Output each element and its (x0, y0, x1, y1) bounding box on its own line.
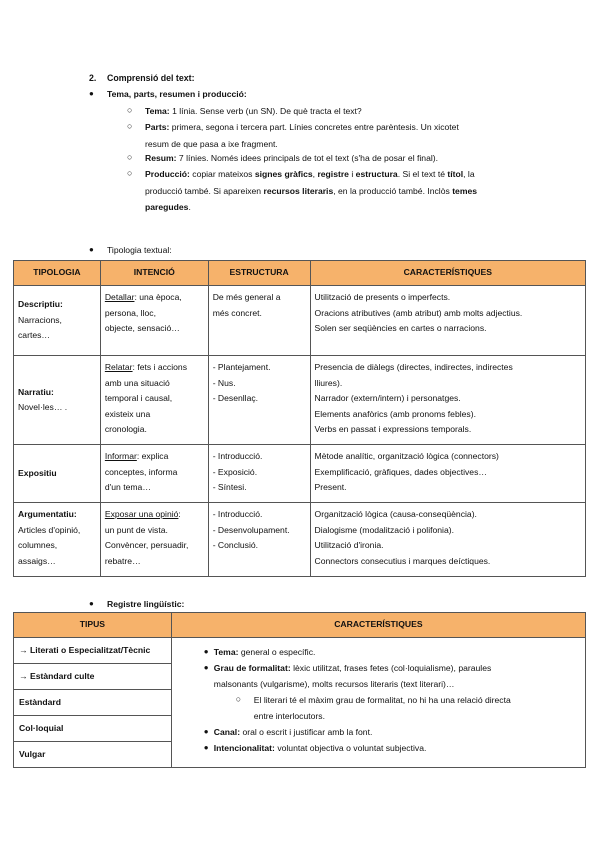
table-row (14, 445, 586, 503)
bullet-icon: ● (203, 727, 209, 736)
tipologia-table (13, 260, 586, 577)
circle-bullet-icon: ○ (127, 121, 133, 131)
bullet-icon: ● (89, 89, 94, 98)
list-subitem: ○ El literari té el màxim grau de formalitat, no hi ha una relació directa entre interlocutors. (178, 692, 579, 724)
bullet-icon: ● (203, 743, 209, 752)
list-item: ● Tema: general o específic. (178, 644, 579, 660)
tipus-cell: → Estàndard culte (14, 664, 172, 690)
table-row (14, 638, 586, 664)
registre-caracteristiques-cell (171, 638, 585, 768)
intencio-cell: Relatar: fets i accions amb una situació temporal i causal, existeix una cronologia. (100, 356, 208, 445)
estructura-cell: - Introducció. - Desenvolupament. - Conclusió. (208, 503, 310, 577)
circle-bullet-icon: ○ (235, 694, 242, 704)
estructura-cell: - Introducció. - Exposició. - Síntesi. (208, 445, 310, 503)
list-item: ● Canal: oral o escrit i justificar amb la font. (178, 724, 579, 740)
table-row (14, 286, 586, 356)
bullet-registre: ● Registre lingüístic: (107, 596, 184, 613)
bullet-tipologia: ● Tipologia textual: (107, 242, 172, 259)
tipologia-cell: Narratiu: Novel·les… . (14, 356, 101, 445)
tipus-cell: Col·loquial (14, 716, 172, 742)
item-resum: ○ Resum: 7 línies. Només idees principals de tot el text (s'ha de posar el final). (145, 150, 438, 167)
header-estructura: ESTRUCTURA (208, 261, 310, 286)
estructura-cell: De més general a més concret. (208, 286, 310, 356)
list-item: ● Grau de formalitat: lèxic utilitzat, frases fetes (col·loquialisme), paraules malsonants (vulgarisme), molts recursos literaris (text literari)… (178, 660, 579, 692)
circle-bullet-icon: ○ (127, 105, 133, 115)
item-produccio: ○ Producció: copiar mateixos signes gràfics, registre i estructura. Si el text té títol, la producció també. Si apareixen recursos literaris, en la producció també. Inclòs temes paregudes. (145, 166, 535, 216)
bullet-icon: ● (89, 245, 94, 254)
list-item: ● Intencionalitat: voluntat objectiva o voluntat subjectiva. (178, 740, 579, 756)
table-header-row (14, 261, 586, 286)
header-caracteristiques: CARACTERÍSTIQUES (171, 613, 585, 638)
item-parts: ○ Parts: primera, segona i tercera part. Línies concretes entre parèntesis. Un xicotet resum de que pasa a ixe fragment. (145, 119, 459, 152)
intencio-cell: Informar: explica conceptes, informa d'un tema… (100, 445, 208, 503)
registre-table (13, 612, 586, 768)
section-heading (89, 73, 195, 83)
tipologia-cell: Descriptiu: Narracions, cartes… (14, 286, 101, 356)
section-title: Comprensió del text: (107, 73, 195, 83)
circle-bullet-icon: ○ (127, 168, 133, 178)
intencio-cell: Exposar una opinió: un punt de vista. Convèncer, persuadir, rebatre… (100, 503, 208, 577)
table-row (14, 356, 586, 445)
caracteristiques-cell: Utilització de presents o imperfects. Oracions atributives (amb atribut) amb molts adjectius. Solen ser seqüències en cartes o narracions. (310, 286, 585, 356)
section-number: 2. (89, 73, 97, 83)
caracteristiques-cell: Mètode analític, organització lògica (connectors) Exemplificació, gràfiques, dades objectives… Present. (310, 445, 585, 503)
bullet-tema-parts: ● Tema, parts, resumen i producció: (107, 86, 247, 103)
table-header-row (14, 613, 586, 638)
tipus-cell: → Literati o Especialitzat/Tècnic (14, 638, 172, 664)
circle-bullet-icon: ○ (127, 152, 133, 162)
header-tipologia: TIPOLOGIA (14, 261, 101, 286)
item-tema: ○ Tema: 1 línia. Sense verb (un SN). De què tracta el text? (145, 103, 362, 120)
tipus-cell: Estàndard (14, 690, 172, 716)
intencio-cell: Detallar: una època, persona, lloc, objecte, sensació… (100, 286, 208, 356)
tipus-cell: Vulgar (14, 742, 172, 768)
bullet-icon: ● (203, 647, 209, 656)
table-row (14, 503, 586, 577)
tipologia-cell: Argumentatiu: Articles d'opinió, columnes, assaigs… (14, 503, 101, 577)
caracteristiques-cell: Organització lògica (causa-conseqüència). Dialogisme (modalització i polifonia). Utilització d'ironia. Connectors consecutius i marques deíctiques. (310, 503, 585, 577)
caracteristiques-cell: Presencia de diàlegs (directes, indirectes, indirectes lliures). Narrador (extern/intern) i personatges. Elements anafòrics (amb pronoms febles). Verbs en passat i expressions temporals. (310, 356, 585, 445)
header-tipus: TIPUS (14, 613, 172, 638)
estructura-cell: - Plantejament. - Nus. - Desenllaç. (208, 356, 310, 445)
header-caracteristiques: CARACTERÍSTIQUES (310, 261, 585, 286)
bullet-icon: ● (89, 599, 94, 608)
tipologia-cell: Expositiu (14, 445, 101, 503)
header-intencio: INTENCIÓ (100, 261, 208, 286)
bullet-icon: ● (203, 663, 209, 672)
